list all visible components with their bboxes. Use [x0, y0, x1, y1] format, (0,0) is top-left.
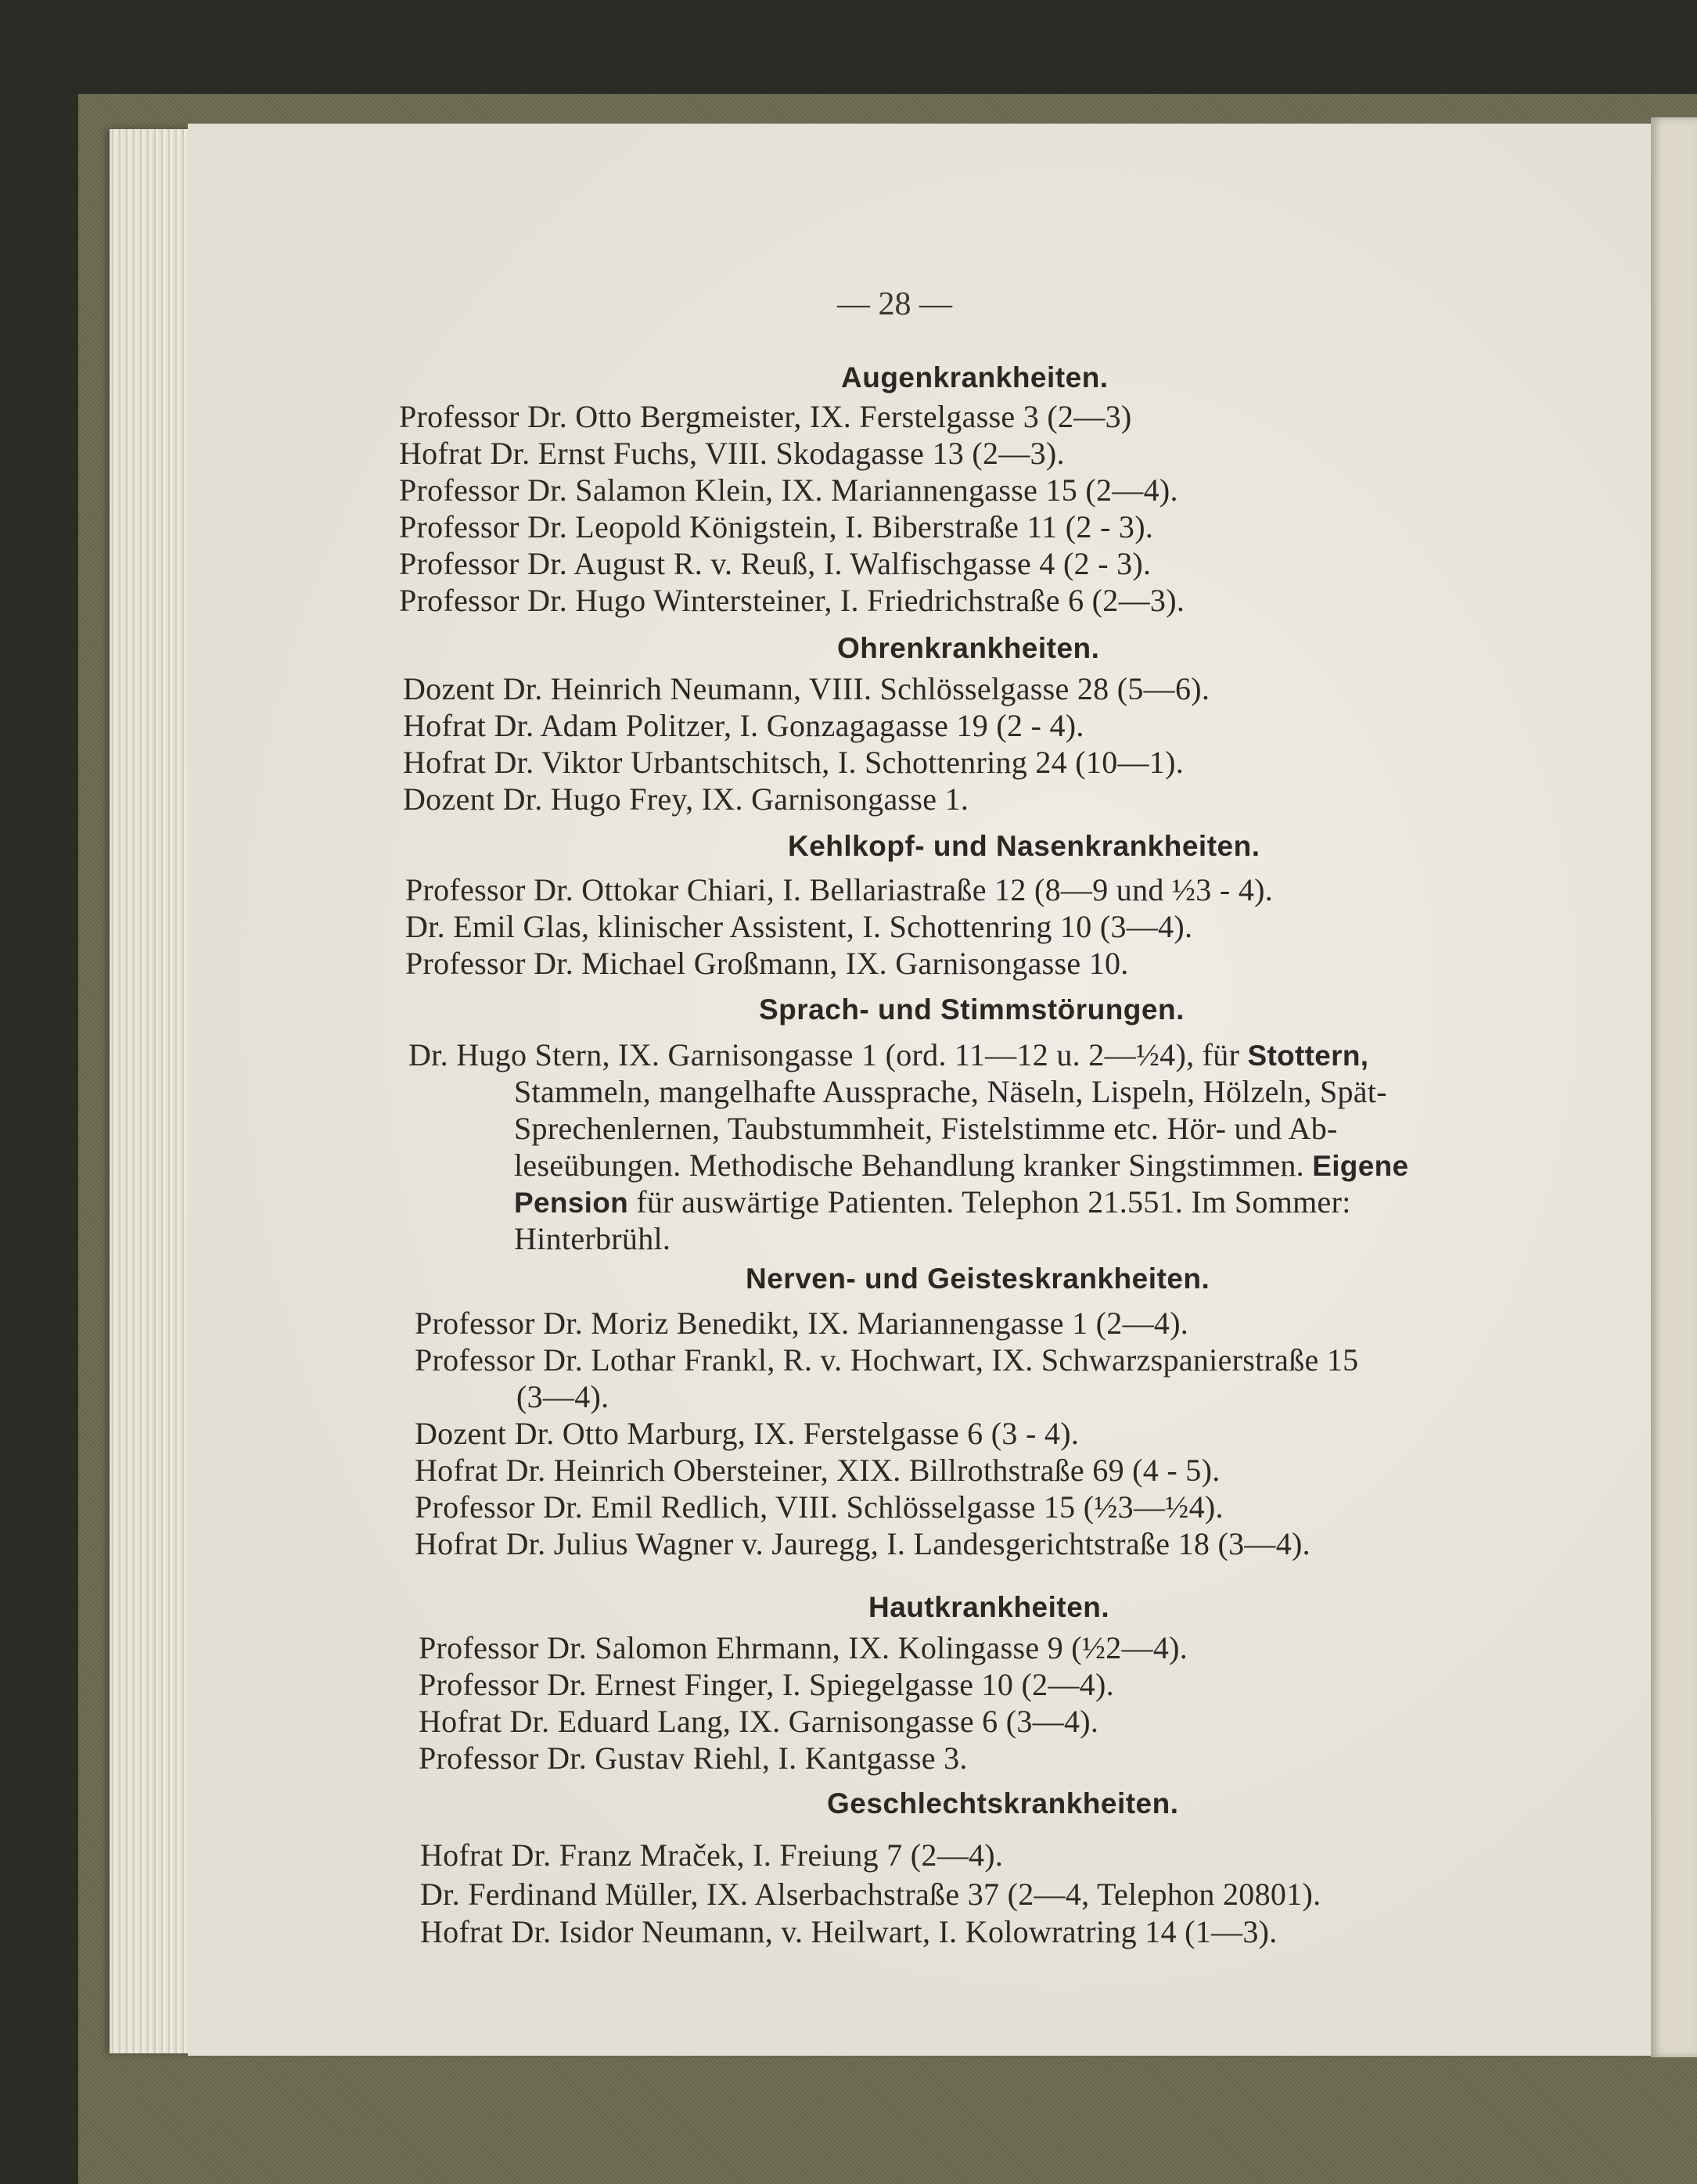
- paragraph-line: [408, 1036, 1368, 1073]
- list-item: Hofrat Dr. Heinrich Obersteiner, XIX. Billrothstraße 69 (4 - 5).: [415, 1453, 1221, 1488]
- list-item: Dozent Dr. Hugo Frey, IX. Garnisongasse 1.: [403, 781, 969, 817]
- list-item: Professor Dr. Otto Bergmeister, IX. Ferstelgasse 3 (2—3): [399, 399, 1132, 434]
- section-heading: Ohrenkrankheiten.: [837, 632, 1100, 664]
- paragraph-bold: Eigene: [1312, 1150, 1409, 1182]
- list-item: Dr. Ferdinand Müller, IX. Alserbachstraße 37 (2—4, Telephon 20801).: [420, 1877, 1321, 1912]
- list-item: Professor Dr. Michael Großmann, IX. Garnisongasse 10.: [405, 946, 1129, 981]
- list-item: Professor Dr. Leopold Königstein, I. Biberstraße 11 (2 - 3).: [399, 509, 1154, 544]
- paragraph-line: Sprechenlernen, Taubstummheit, Fistelstimme etc. Hör- und Ab-: [514, 1111, 1338, 1146]
- paragraph-text: Dr. Hugo Stern, IX. Garnisongasse 1 (ord. 11—12 u. 2—½4), für: [408, 1037, 1248, 1072]
- paragraph-line: [514, 1184, 1351, 1220]
- section-heading: Sprach- und Stimmstörungen.: [759, 993, 1185, 1026]
- next-page-edge: [1651, 117, 1697, 2057]
- list-item: Dozent Dr. Otto Marburg, IX. Ferstelgasse 6 (3 - 4).: [415, 1416, 1080, 1451]
- list-item: (3—4).: [516, 1379, 609, 1414]
- list-item: Professor Dr. Ernest Finger, I. Spiegelgasse 10 (2—4).: [419, 1667, 1114, 1702]
- list-item: Professor Dr. Moriz Benedikt, IX. Mariannengasse 1 (2—4).: [415, 1306, 1189, 1341]
- list-item: Professor Dr. Salamon Klein, IX. Mariannengasse 15 (2—4).: [399, 472, 1178, 508]
- list-item: Professor Dr. Gustav Riehl, I. Kantgasse 3.: [419, 1740, 968, 1776]
- paragraph-line: Stammeln, mangelhafte Aussprache, Näseln, Lispeln, Hölzeln, Spät-: [514, 1074, 1387, 1109]
- paragraph-text: leseübungen. Methodische Behandlung kranker Singstimmen.: [514, 1148, 1313, 1183]
- list-item: Professor Dr. Hugo Wintersteiner, I. Friedrichstraße 6 (2—3).: [399, 583, 1185, 618]
- list-item: Professor Dr. August R. v. Reuß, I. Walfischgasse 4 (2 - 3).: [399, 546, 1152, 581]
- section-heading: Hautkrankheiten.: [868, 1591, 1110, 1623]
- paragraph-bold: Pension: [514, 1187, 629, 1219]
- list-item: Hofrat Dr. Isidor Neumann, v. Heilwart, I. Kolowratring 14 (1—3).: [420, 1914, 1278, 1949]
- list-item: Hofrat Dr. Adam Politzer, I. Gonzagagasse 19 (2 - 4).: [403, 708, 1084, 743]
- section-heading: Augenkrankheiten.: [841, 361, 1109, 393]
- list-item: Hofrat Dr. Julius Wagner v. Jauregg, I. Landesgerichtstraße 18 (3—4).: [415, 1526, 1311, 1561]
- section-heading: Geschlechtskrankheiten.: [827, 1787, 1179, 1819]
- paragraph-line: [514, 1147, 1408, 1184]
- list-item: Professor Dr. Lothar Frankl, R. v. Hochwart, IX. Schwarzspanierstraße 15: [415, 1342, 1359, 1378]
- list-item: Hofrat Dr. Viktor Urbantschitsch, I. Schottenring 24 (10—1).: [403, 745, 1185, 780]
- list-item: Professor Dr. Ottokar Chiari, I. Bellariastraße 12 (8—9 und ½3 - 4).: [405, 872, 1274, 907]
- paragraph-line: Hinterbrühl.: [514, 1221, 671, 1256]
- paragraph-bold: Stottern,: [1247, 1040, 1369, 1072]
- list-item: Professor Dr. Emil Redlich, VIII. Schlösselgasse 15 (½3—½4).: [415, 1489, 1224, 1525]
- section-heading: Nerven- und Geisteskrankheiten.: [746, 1263, 1210, 1295]
- list-item: Dozent Dr. Heinrich Neumann, VIII. Schlösselgasse 28 (5—6).: [403, 671, 1210, 706]
- section-heading: Kehlkopf- und Nasenkrankheiten.: [788, 830, 1260, 862]
- page-number: — 28 —: [837, 286, 952, 322]
- list-item: Hofrat Dr. Eduard Lang, IX. Garnisongasse 6 (3—4).: [419, 1704, 1099, 1739]
- list-item: Dr. Emil Glas, klinischer Assistent, I. Schottenring 10 (3—4).: [405, 909, 1193, 944]
- paragraph-text: für auswärtige Patienten. Telephon 21.551. Im Sommer:: [628, 1184, 1351, 1220]
- list-item: Hofrat Dr. Ernst Fuchs, VIII. Skodagasse 13 (2—3).: [399, 436, 1065, 471]
- list-item: Hofrat Dr. Franz Mraček, I. Freiung 7 (2—4).: [420, 1837, 1004, 1873]
- list-item: Professor Dr. Salomon Ehrmann, IX. Kolingasse 9 (½2—4).: [419, 1630, 1188, 1665]
